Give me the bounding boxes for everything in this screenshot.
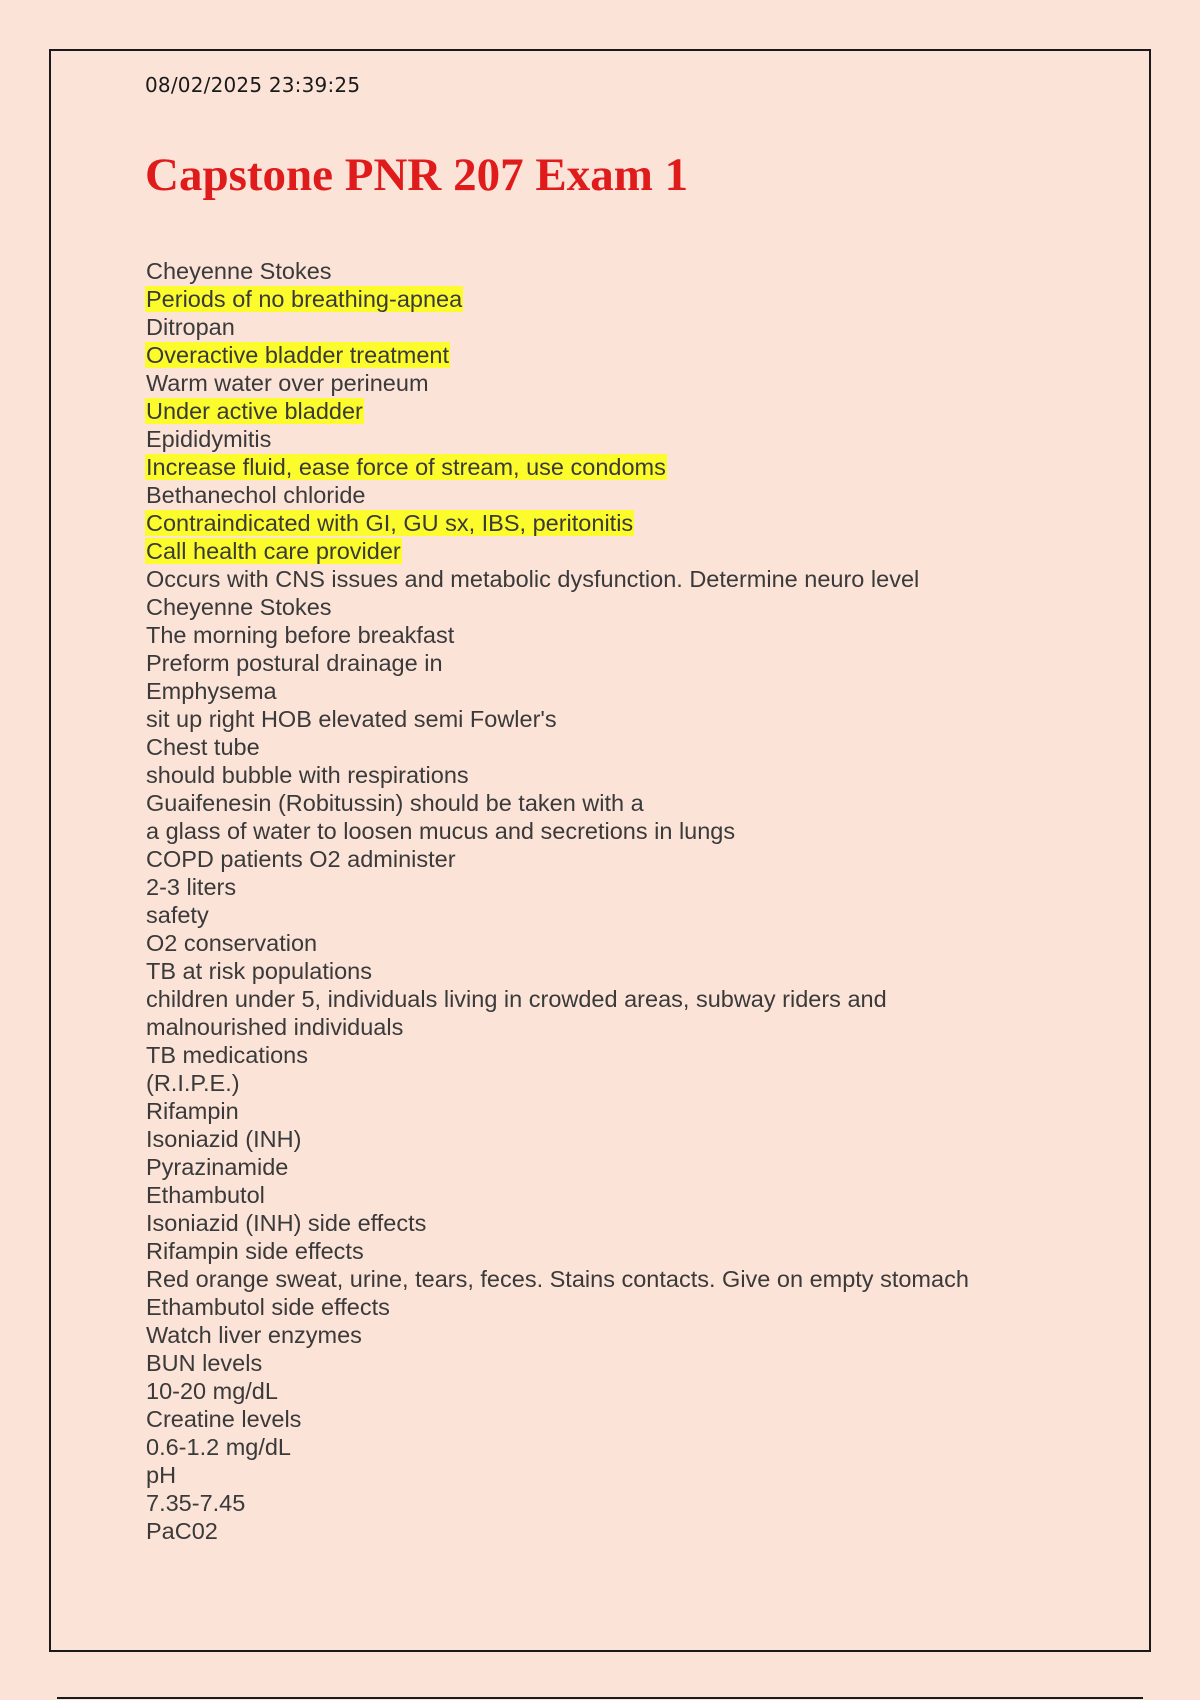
- note-line: [145, 677, 1045, 705]
- note-text: Isoniazid (INH) side effects: [146, 1210, 427, 1236]
- highlighted-note-line: [145, 509, 1045, 537]
- note-line: [145, 1209, 1045, 1237]
- note-text: a glass of water to loosen mucus and secretions in lungs: [146, 818, 736, 844]
- note-text: Rifampin: [146, 1098, 239, 1124]
- note-text: 2-3 liters: [146, 874, 237, 900]
- note-text: TB medications: [146, 1042, 308, 1068]
- page-bottom-rule: [57, 1697, 1143, 1699]
- highlighted-note-line: [145, 537, 1045, 565]
- note-text: Contraindicated with GI, GU sx, IBS, peritonitis: [146, 510, 634, 536]
- note-text: TB at risk populations: [146, 958, 372, 984]
- note-line: [145, 1125, 1045, 1153]
- note-line: [145, 1097, 1045, 1125]
- note-line: [145, 1489, 1045, 1517]
- note-text: Increase fluid, ease force of stream, use condoms: [146, 454, 666, 480]
- note-text: (R.I.P.E.): [146, 1070, 240, 1096]
- note-text: Under active bladder: [146, 398, 363, 424]
- note-text: Isoniazid (INH): [146, 1126, 302, 1152]
- note-line: [145, 1069, 1045, 1097]
- note-text: 10-20 mg/dL: [146, 1378, 278, 1404]
- note-text: Cheyenne Stokes: [146, 258, 332, 284]
- document-title: Capstone PNR 207 Exam 1: [145, 149, 689, 201]
- highlighted-note-line: [145, 285, 1045, 313]
- note-text: O2 conservation: [146, 930, 318, 956]
- note-line: [145, 957, 1045, 985]
- timestamp: 08/02/2025 23:39:25: [145, 73, 361, 97]
- note-text: COPD patients O2 administer: [146, 846, 456, 872]
- note-text: pH: [146, 1462, 177, 1488]
- note-text: Cheyenne Stokes: [146, 594, 332, 620]
- highlighted-note-line: [145, 453, 1045, 481]
- note-text: Bethanechol chloride: [146, 482, 366, 508]
- note-line: [145, 1321, 1045, 1349]
- note-text: 0.6-1.2 mg/dL: [146, 1434, 292, 1460]
- note-line: [145, 1041, 1045, 1069]
- note-text: Chest tube: [146, 734, 260, 760]
- note-line: [145, 481, 1045, 509]
- note-line: [145, 621, 1045, 649]
- note-line: [145, 1377, 1045, 1405]
- note-line: [145, 1181, 1045, 1209]
- note-text: The morning before breakfast: [146, 622, 455, 648]
- note-text: Watch liver enzymes: [146, 1322, 362, 1348]
- note-line: [145, 761, 1045, 789]
- note-text: PaC02: [146, 1518, 218, 1544]
- note-line: [145, 425, 1045, 453]
- note-line: [145, 1153, 1045, 1181]
- note-text: malnourished individuals: [146, 1014, 404, 1040]
- note-text: Creatine levels: [146, 1406, 302, 1432]
- note-line: [145, 313, 1045, 341]
- note-line: [145, 705, 1045, 733]
- note-text: should bubble with respirations: [146, 762, 469, 788]
- note-line: [145, 845, 1045, 873]
- note-text: Red orange sweat, urine, tears, feces. Stains contacts. Give on empty stomach: [146, 1266, 969, 1292]
- highlighted-note-line: [145, 341, 1045, 369]
- note-text: children under 5, individuals living in crowded areas, subway riders and: [146, 986, 887, 1012]
- note-text: Overactive bladder treatment: [146, 342, 450, 368]
- note-text: Preform postural drainage in: [146, 650, 443, 676]
- note-line: [145, 817, 1045, 845]
- note-line: [145, 593, 1045, 621]
- note-text: Guaifenesin (Robitussin) should be taken with a: [146, 790, 644, 816]
- note-line: [145, 1293, 1045, 1321]
- note-text: safety: [146, 902, 209, 928]
- note-text: Rifampin side effects: [146, 1238, 364, 1264]
- note-text: Occurs with CNS issues and metabolic dysfunction. Determine neuro level: [146, 566, 920, 592]
- note-line: [145, 565, 1045, 593]
- note-line: [145, 1013, 1045, 1041]
- note-line: [145, 789, 1045, 817]
- note-text: Epididymitis: [146, 426, 272, 452]
- note-line: [145, 1433, 1045, 1461]
- note-text: Ditropan: [146, 314, 235, 340]
- note-text: 7.35-7.45: [146, 1490, 246, 1516]
- note-text: Call health care provider: [146, 538, 401, 564]
- note-text: BUN levels: [146, 1350, 263, 1376]
- note-line: [145, 1265, 1045, 1293]
- note-line: [145, 1461, 1045, 1489]
- note-line: [145, 985, 1045, 1013]
- note-text: Pyrazinamide: [146, 1154, 289, 1180]
- note-line: [145, 1517, 1045, 1545]
- note-line: [145, 929, 1045, 957]
- note-text: Ethambutol side effects: [146, 1294, 390, 1320]
- note-text: Ethambutol: [146, 1182, 265, 1208]
- note-text: Warm water over perineum: [146, 370, 429, 396]
- note-line: [145, 733, 1045, 761]
- note-line: [145, 257, 1045, 285]
- note-text: Periods of no breathing-apnea: [146, 286, 463, 312]
- note-line: [145, 901, 1045, 929]
- note-line: [145, 1349, 1045, 1377]
- note-text: Emphysema: [146, 678, 277, 704]
- highlighted-note-line: [145, 397, 1045, 425]
- note-line: [145, 1237, 1045, 1265]
- note-line: [145, 873, 1045, 901]
- notes-list: [145, 257, 1045, 1545]
- note-line: [145, 649, 1045, 677]
- note-line: [145, 1405, 1045, 1433]
- note-line: [145, 369, 1045, 397]
- note-text: sit up right HOB elevated semi Fowler's: [146, 706, 557, 732]
